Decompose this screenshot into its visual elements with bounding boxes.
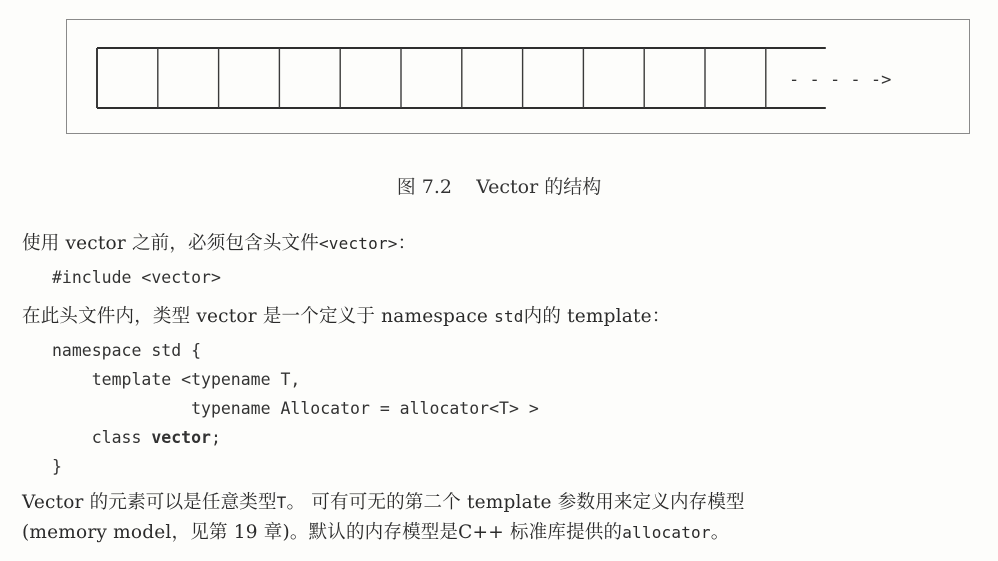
growth-arrow: - - - - -> [789,70,892,90]
vector-figure-frame [66,19,970,134]
para3-code-allocator: allocator [622,523,711,542]
para3-punct: 。 [710,522,730,543]
code-namespace-block [52,336,539,481]
paragraph-element-type-line2 [22,518,729,544]
code-line: class [52,428,152,447]
code-line: namespace std { [52,341,202,360]
para3-text-after: 。 可有可无的第二个 template 参数用来定义内存模型 [286,492,745,513]
vector-cells [97,48,826,108]
para1-text: 使用 vector 之前，必须包含头文件 [22,233,319,254]
para2-code: std [494,307,524,326]
figure-caption [0,172,998,199]
para1-punct: ： [397,233,417,254]
code-line: template <typename T, [52,370,301,389]
caption-label: 图 7.2 [396,176,453,198]
para2-text: 在此头文件内，类型 vector 是一个定义于 namespace [22,306,495,327]
para2-text-after: 内的 template： [523,306,671,327]
para3-text: Vector 的元素可以是任意类型 [22,492,277,513]
paragraph-include-intro [22,229,416,255]
code-line: } [52,457,62,476]
paragraph-element-type-line1 [22,488,745,514]
vector-structure-diagram [67,20,971,135]
paragraph-namespace-intro [22,302,671,328]
para1-code: <vector> [318,234,398,253]
code-line: typename Allocator = allocator<T> > [52,399,539,418]
code-include [52,263,221,292]
code-keyword-vector: vector [151,428,211,447]
para3-text-line2: (memory model，见第 19 章)。默认的内存模型是C++ 标准库提供的 [22,522,623,543]
code-line-end: ; [210,428,221,447]
code-include-line: #include <vector> [52,268,221,287]
para3-code-T: T [276,493,287,512]
caption-title: Vector 的结构 [476,176,602,198]
